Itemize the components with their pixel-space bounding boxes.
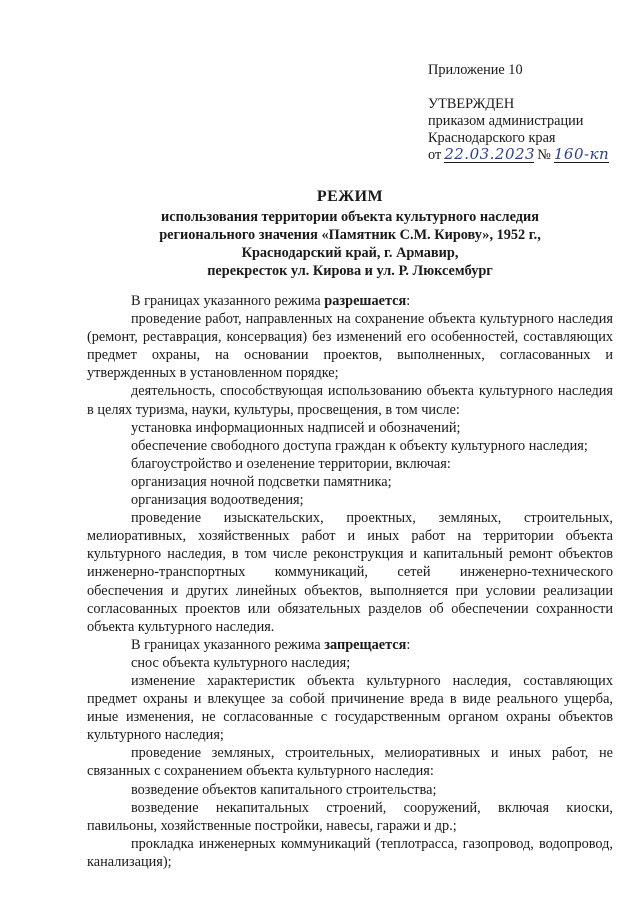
approved-label: УТВЕРЖДЕН bbox=[428, 96, 515, 112]
paragraph: проведение земляных, строительных, мелиоративных и иных работ, не связанных с сохранением объекта культурного наследия: bbox=[87, 745, 613, 780]
allowed-word: разрешается bbox=[324, 293, 407, 309]
order-date-row bbox=[428, 147, 633, 164]
handwritten-date: 22.03.2023 bbox=[444, 145, 536, 163]
paragraph: установка информационных надписей и обозначений; bbox=[131, 419, 461, 436]
paragraph: благоустройство и озеленение территории, включая: bbox=[131, 455, 451, 472]
title-line-3: Краснодарский край, г. Армавир, bbox=[241, 245, 459, 261]
order-line-1: приказом администрации bbox=[428, 113, 584, 129]
document-title bbox=[60, 188, 640, 280]
document-body bbox=[87, 292, 613, 871]
allowed-intro: В границах указанного режима bbox=[131, 293, 325, 309]
title-line-4: перекресток ул. Кирова и ул. Р. Люксембург bbox=[207, 263, 493, 279]
title-line-1: использования территории объекта культурного наследия bbox=[161, 209, 539, 225]
paragraph: возведение объектов капитального строительства; bbox=[131, 781, 437, 798]
paragraph: деятельность, способствующая использованию объекта культурного наследия в целях туризма, науки, культуры, просвещения, в том числе: bbox=[87, 383, 613, 418]
paragraph: прокладка инженерных коммуникаций (теплотрасса, газопровод, водопровод, канализация); bbox=[87, 835, 613, 870]
appendix-label: Приложение 10 bbox=[428, 62, 523, 78]
order-line-2: Краснодарского края bbox=[428, 130, 556, 146]
handwritten-number: 160-кп bbox=[553, 145, 610, 163]
forbidden-intro: В границах указанного режима bbox=[131, 636, 325, 653]
paragraph: организация водоотведения; bbox=[131, 492, 304, 509]
paragraph: проведение изыскательских, проектных, земляных, строительных, мелиоративных, хозяйственных работ и иных работ на территории объекта культурного наследия, в том числе реконструкция и капитальный ремонт объектов инженерно-транспортных коммуникаций, сетей инженерно-технического обеспечения и других линейных объектов, выполняется при условии реализации согласованных проектов или обязательных разделов об обеспечении сохранности объекта культурного наследия. bbox=[87, 510, 613, 635]
allowed-colon: : bbox=[406, 293, 411, 309]
approval-stamp-block bbox=[428, 62, 633, 164]
title-line-2: регионального значения «Памятник С.М. Кирову», 1952 г., bbox=[159, 227, 541, 243]
paragraph: снос объекта культурного наследия; bbox=[131, 654, 351, 671]
title-heading: РЕЖИМ bbox=[316, 188, 384, 205]
allowed-heading bbox=[87, 292, 613, 310]
number-sign: № bbox=[537, 147, 551, 163]
paragraph: обеспечение свободного доступа граждан к объекту культурного наследия; bbox=[131, 437, 588, 454]
forbidden-heading bbox=[87, 636, 613, 654]
forbidden-colon: : bbox=[406, 636, 411, 653]
paragraph: проведение работ, направленных на сохранение объекта культурного наследия (ремонт, реставрация, консервация) без изменений его особенностей, составляющих предмет охраны, на основании проектов, выполненных, согласованных и утвержденных в установленном порядке; bbox=[87, 311, 613, 382]
forbidden-word: запрещается bbox=[324, 636, 407, 653]
paragraph: организация ночной подсветки памятника; bbox=[131, 473, 392, 490]
paragraph: возведение некапитальных строений, сооружений, включая киоски, павильоны, хозяйственные постройки, навесы, гаражи и др.; bbox=[87, 799, 613, 834]
date-prefix: от bbox=[428, 147, 442, 163]
paragraph: изменение характеристик объекта культурного наследия, составляющих предмет охраны и влекущее за собой причинение вреда в виде реального ущерба, иные изменения, не согласованные с государственным органом охраны объектов культурного наследия; bbox=[87, 672, 613, 744]
